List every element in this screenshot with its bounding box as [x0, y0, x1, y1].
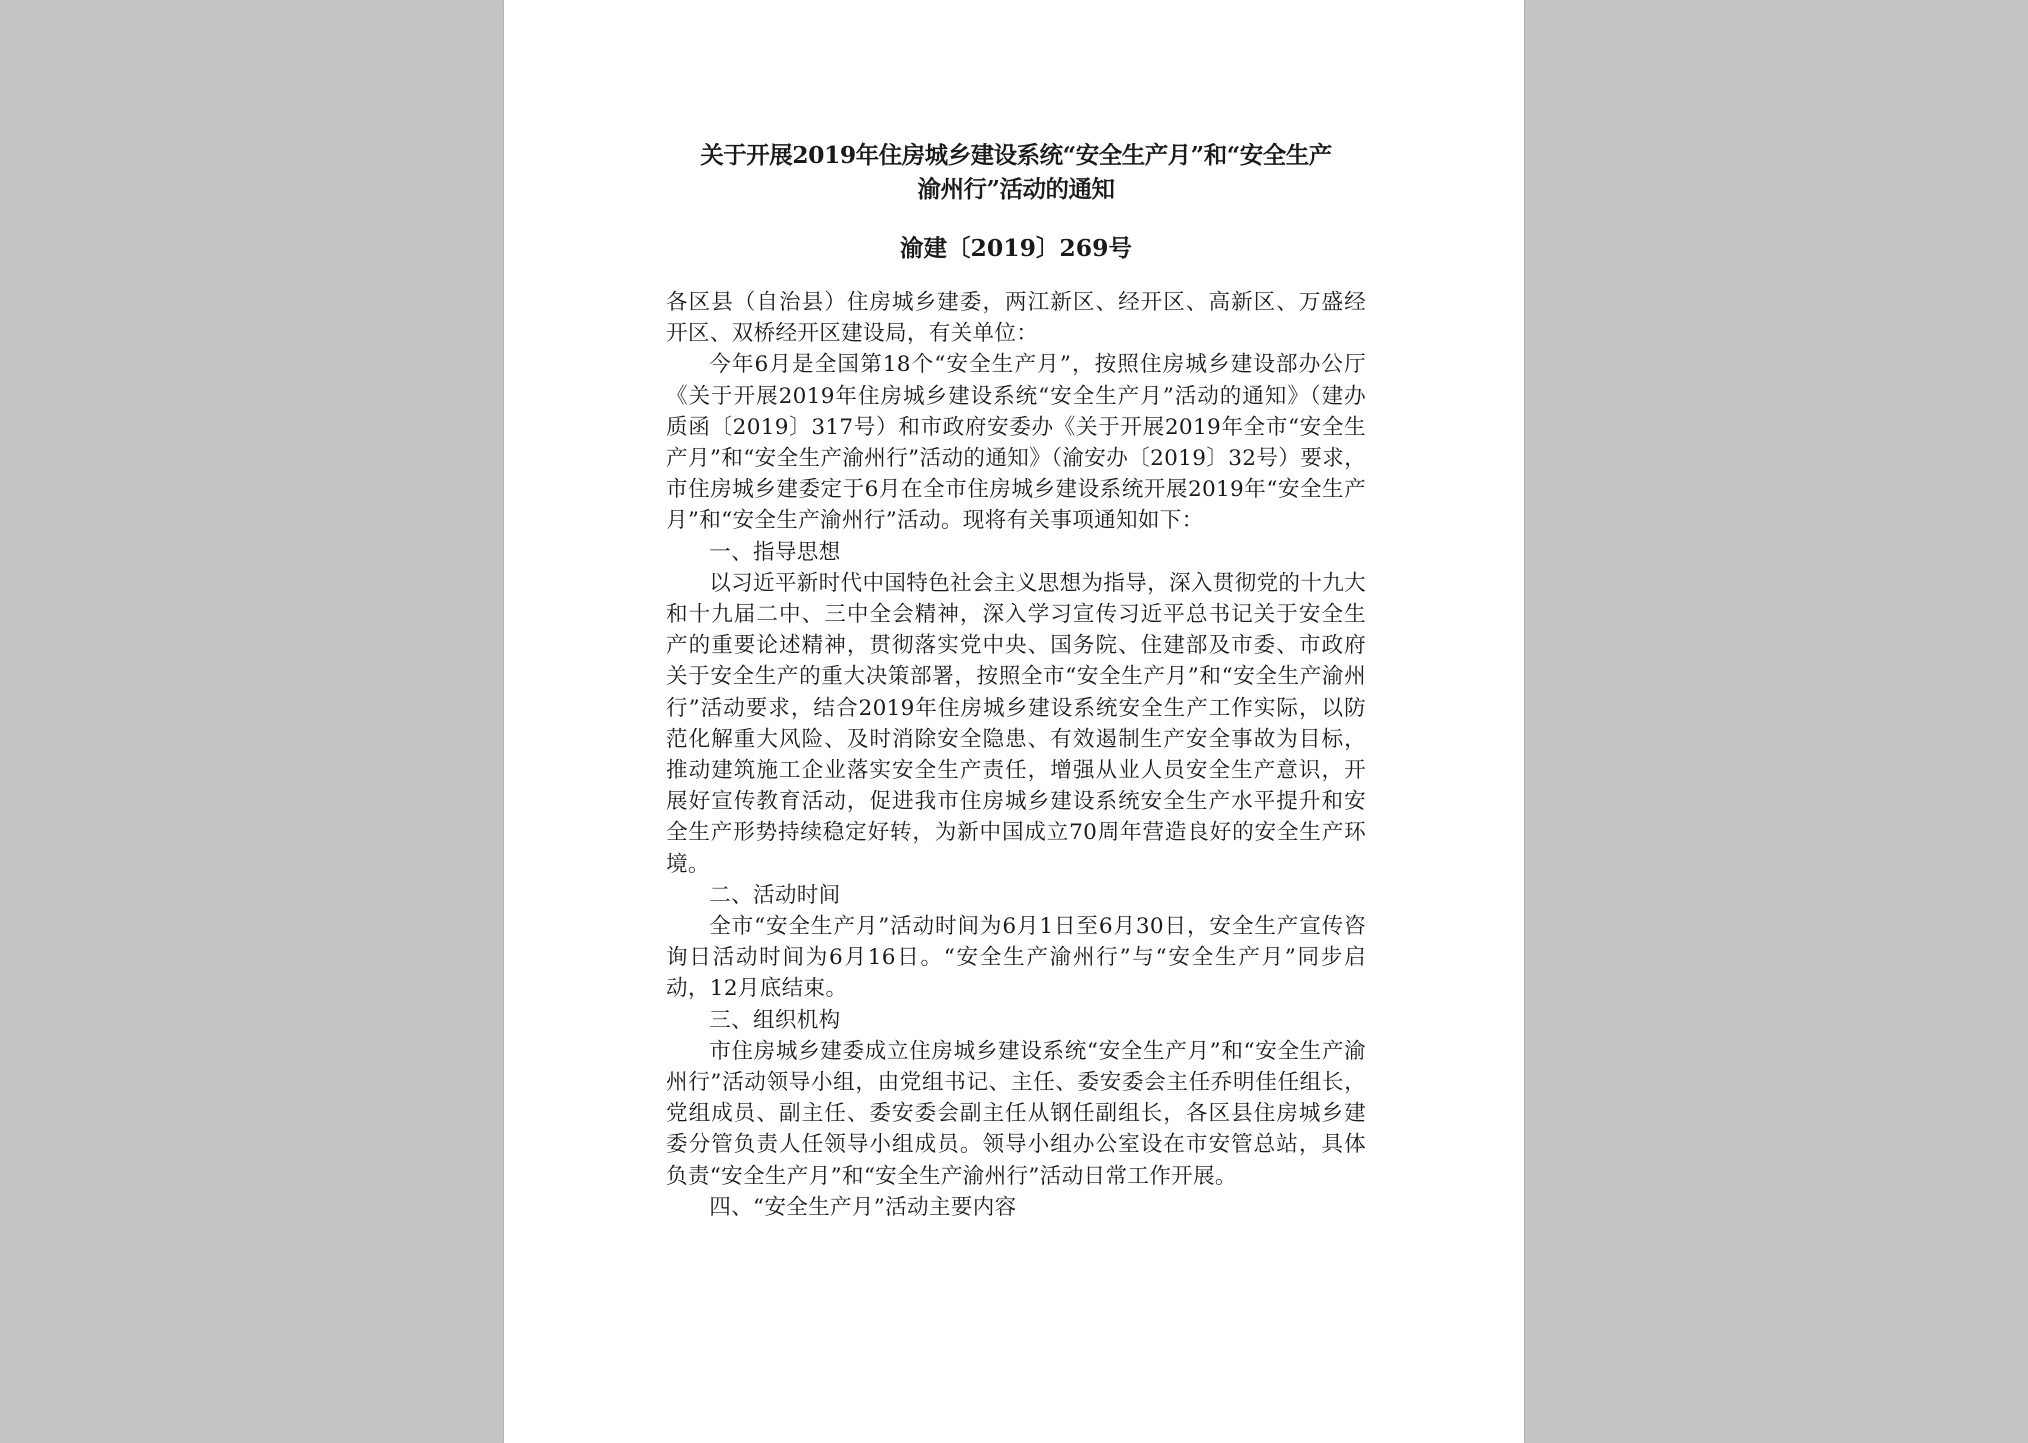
- guiding-thought-paragraph: 以习近平新时代中国特色社会主义思想为指导，深入贯彻党的十九大和十九届二中、三中全会精神，深入学习宣传习近平总书记关于安全生产的重要论述精神，贯彻落实党中央、国务院、住建部及市委、市政府关于安全生产的重大决策部署，按照全市“安全生产月”和“安全生产渝州行”活动要求，结合2019年住房城乡建设系统安全生产工作实际，以防范化解重大风险、及时消除安全隐患、有效遏制生产安全事故为目标，推动建筑施工企业落实安全生产责任，增强从业人员安全生产意识，开展好宣传教育活动，促进我市住房城乡建设系统安全生产水平提升和安全生产形势持续稳定好转，为新中国成立70周年营造良好的安全生产环境。: [666, 570, 1367, 877]
- addressee: 各区县（自治县）住房城乡建委，两江新区、经开区、高新区、万盛经开区、双桥经开区建设局，有关单位：: [666, 290, 1366, 347]
- section-heading-main-content: 四、“安全生产月”活动主要内容: [709, 1194, 1017, 1220]
- document-title-line-2: 渝州行”活动的通知: [917, 175, 1115, 203]
- section-heading-organization: 三、组织机构: [709, 1007, 841, 1033]
- intro-paragraph: 今年6月是全国第18个“安全生产月”，按照住房城乡建设部办公厅《关于开展2019年住房城乡建设系统“安全生产月”活动的通知》（建办质函〔2019〕317号）和市政府安委办《关于开展2019年全市“安全生产月”和“安全生产渝州行”活动的通知》（渝安办〔2019〕32号）要求，市住房城乡建委定于6月在全市住房城乡建设系统开展2019年“安全生产月”和“安全生产渝州行”活动。现将有关事项通知如下：: [666, 352, 1366, 534]
- document-content: [666, 138, 1366, 1223]
- document-body: [666, 287, 1366, 1223]
- document-title-line-1: 关于开展2019年住房城乡建设系统“安全生产月”和“安全生产: [700, 141, 1332, 169]
- section-heading-guiding-thought: 一、指导思想: [709, 539, 841, 565]
- activity-time-paragraph: 全市“安全生产月”活动时间为6月1日至6月30日，安全生产宣传咨询日活动时间为6月16日。“安全生产渝州行”与“安全生产月”同步启动，12月底结束。: [666, 914, 1366, 1002]
- document-number: 渝建〔2019〕269号: [900, 234, 1132, 262]
- organization-paragraph: 市住房城乡建委成立住房城乡建设系统“安全生产月”和“安全生产渝州行”活动领导小组，由党组书记、主任、委安委会主任乔明佳任组长，党组成员、副主任、委安委会副主任从钢任副组长，各区县住房城乡建委分管负责人任领导小组成员。领导小组办公室设在市安管总站，具体负责“安全生产月”和“安全生产渝州行”活动日常工作开展。: [666, 1038, 1366, 1189]
- section-heading-activity-time: 二、活动时间: [709, 882, 841, 908]
- document-page: [504, 0, 1524, 1443]
